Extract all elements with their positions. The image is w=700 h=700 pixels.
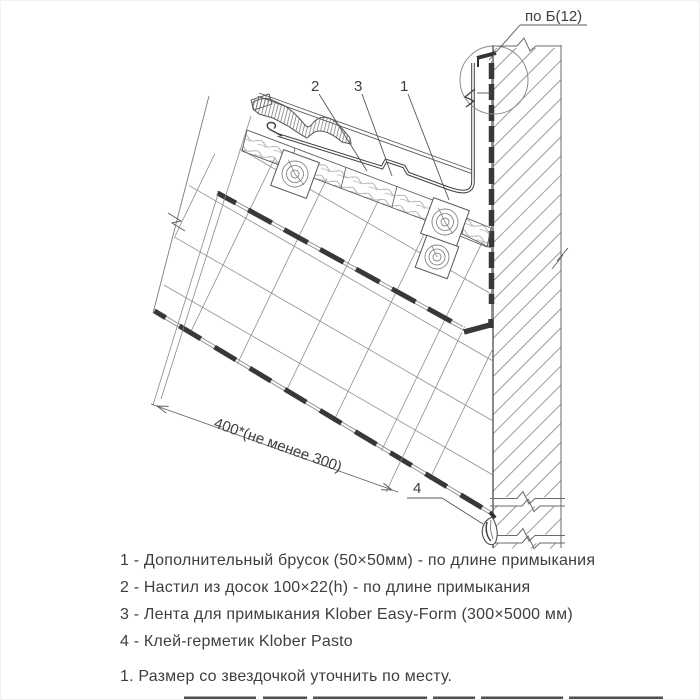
legend-item-4: 4 - Клей-герметик Klober Pasto xyxy=(120,633,353,650)
leader-line xyxy=(408,94,449,200)
legend-item-2: 2 - Настил из досок 100×22(h) - по длине примыкания xyxy=(120,579,531,596)
wall-section xyxy=(490,38,568,549)
extension-line xyxy=(386,332,462,492)
dimension-label: 400*(не менее 300) xyxy=(211,414,345,476)
detail-reference-label: по Б(12) xyxy=(525,8,583,25)
sealant-detail xyxy=(482,512,497,545)
extension-line xyxy=(153,194,218,405)
callout-3-label: 3 xyxy=(354,78,363,95)
wall-hatch xyxy=(494,48,561,497)
callout-1-label: 1 xyxy=(400,78,409,95)
tile-course-edge xyxy=(154,309,493,516)
roof-left-edge xyxy=(153,96,209,313)
cropped-text-strip xyxy=(184,697,663,700)
legend-item-3: 3 - Лента для примыкания Klober Easy-Form (300×5000 мм) xyxy=(120,606,573,623)
legend-item-1: 1 - Дополнительный брусок (50×50мм) - по длине примыкания xyxy=(120,552,596,569)
tape-elbow xyxy=(464,325,490,332)
extension-line xyxy=(161,116,251,399)
callout-4-label: 4 xyxy=(413,480,422,497)
legend-note: 1. Размер со звездочкой уточнить по месту. xyxy=(120,668,453,685)
callout-2-label: 2 xyxy=(311,78,320,95)
roof-edge-break xyxy=(168,213,185,231)
tape-on-wall xyxy=(491,61,492,328)
